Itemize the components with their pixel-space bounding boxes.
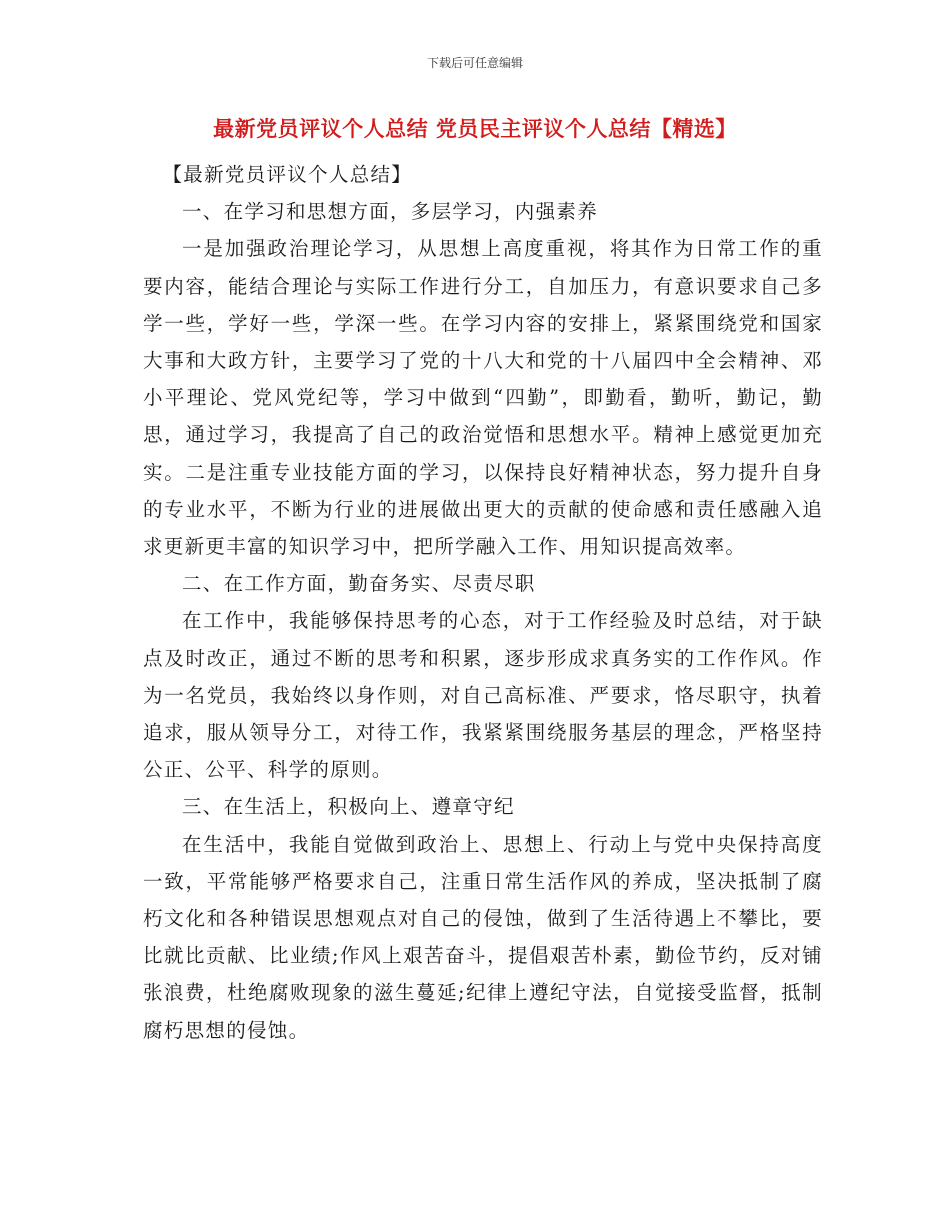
section-heading-work: 二、在工作方面，勤奋务实、尽责尽职 xyxy=(182,572,536,596)
document-title: 最新党员评议个人总结 党员民主评议个人总结【精选】 xyxy=(213,117,737,141)
paragraph-study: 一是加强政治理论学习，从思想上高度重视，将其作为日常工作的重要内容，能结合理论与实际工作进行分工，自加压力，有意识要求自己多学一些，学好一些，学深一些。在学习内容的安排上，紧紧围绕党和国家大事和大政方针，主要学习了党的十八大和党的十八届四中全会精神、邓小平理论、党风党纪等，学习中做到“四勤”，即勤看，勤听，勤记，勤思，通过学习，我提高了自己的政治觉悟和思想水平。精神上感觉更加充实。二是注重专业技能方面的学习，以保持良好精神状态，努力提升自身的专业水平，不断为行业的进展做出更大的贡献的使命感和责任感融入追求更新更丰富的知识学习中，把所学融入工作、用知识提高效率。 xyxy=(143,237,823,559)
section-heading-main: 【最新党员评议个人总结】 xyxy=(162,163,413,186)
paragraph-work: 在工作中，我能够保持思考的心态，对于工作经验及时总结，对于缺点及时改正，通过不断的思考和积累，逐步形成求真务实的工作作风。作为一名党员，我始终以身作则，对自己高标准、严要求，恪尽职守，执着追求，服从领导分工，对待工作，我紧紧围绕服务基层的理念，严格坚持公正、公平、科学的原则。 xyxy=(143,609,823,782)
section-heading-life: 三、在生活上，积极向上、遵章守纪 xyxy=(182,795,515,819)
header-note: 下载后可任意编辑 xyxy=(426,56,523,70)
section-heading-study: 一、在学习和思想方面，多层学习，内强素养 xyxy=(182,200,599,224)
paragraph-life: 在生活中，我能自觉做到政治上、思想上、行动上与党中央保持高度一致，平常能够严格要求自己，注重日常生活作风的养成，坚决抵制了腐朽文化和各种错误思想观点对自己的侵蚀，做到了生活待遇上不攀比，要比就比贡献、比业绩;作风上艰苦奋斗，提倡艰苦朴素，勤俭节约，反对铺张浪费，杜绝腐败现象的滋生蔓延;纪律上遵纪守法，自觉接受监督，抵制腐朽思想的侵蚀。 xyxy=(143,832,823,1042)
document-body xyxy=(143,156,823,1049)
